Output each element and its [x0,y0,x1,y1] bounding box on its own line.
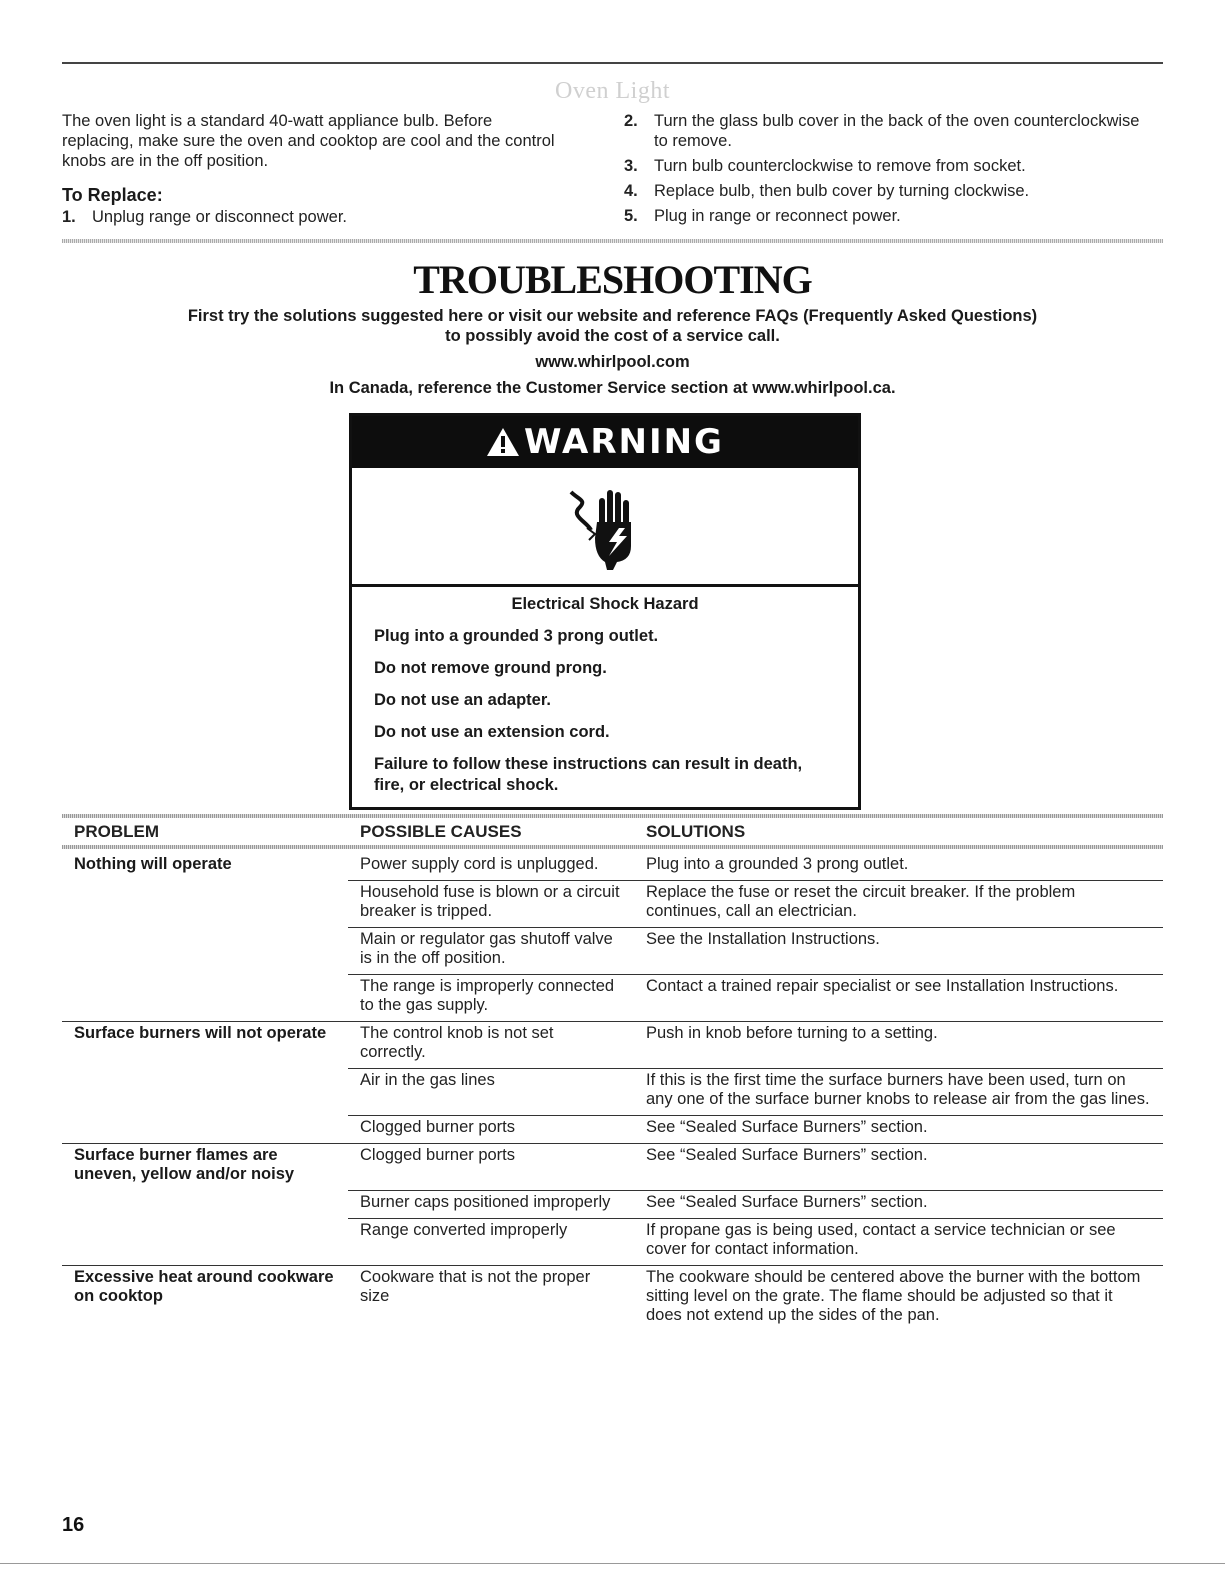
step-number: 2. [624,112,638,130]
section-divider [62,239,1163,243]
cause-cell: Air in the gas lines [348,1069,634,1116]
cause-cell: The control knob is not set correctly. [348,1022,634,1069]
problem-cell [62,1218,348,1265]
step-5 [624,206,1144,226]
step-text: Replace bulb, then bulb cover by turning clockwise. [654,182,1030,200]
table-row [62,881,1163,928]
solution-cell: See the Installation Instructions. [634,928,1163,975]
table-row [62,1218,1163,1265]
warning-triangle-icon [486,426,520,458]
canada-note: In Canada, reference the Customer Service section at www.whirlpool.ca. [329,379,896,397]
warning-header [352,416,858,468]
cause-cell: The range is improperly connected to the gas supply. [348,975,634,1022]
solution-cell: If this is the first time the surface burners have been used, turn on any one of the surface burner knobs to release air from the gas lines. [634,1069,1163,1116]
header-causes: POSSIBLE CAUSES [360,822,522,841]
cause-cell: Clogged burner ports [348,1116,634,1144]
troubleshooting-table [62,817,1163,1331]
header-solutions: SOLUTIONS [646,822,746,841]
electric-shock-hand-icon [557,478,653,574]
solution-cell: See “Sealed Surface Burners” section. [634,1190,1163,1218]
solution-cell: Contact a trained repair specialist or see Installation Instructions. [634,975,1163,1022]
problem-cell [62,1069,348,1116]
cause-cell: Clogged burner ports [348,1144,634,1191]
solution-cell: See “Sealed Surface Burners” section. [634,1116,1163,1144]
cause-cell: Cookware that is not the proper size [348,1265,634,1331]
table-row [62,975,1163,1022]
problem-cell [62,928,348,975]
cause-cell: Main or regulator gas shutoff valve is in the off position. [348,928,634,975]
step-number: 3. [624,157,638,175]
warning-line: Plug into a grounded 3 prong outlet. [374,627,659,645]
solution-cell: Plug into a grounded 3 prong outlet. [646,855,909,873]
warning-line: Do not use an extension cord. [374,723,610,741]
table-row [62,847,1163,881]
solution-cell: Push in knob before turning to a setting. [634,1022,1163,1069]
step-number: 1. [62,208,76,226]
hazard-title: Electrical Shock Hazard [511,595,699,613]
oven-light-title: Oven Light [555,78,670,104]
step-number: 4. [624,182,638,200]
header-problem: PROBLEM [74,822,159,841]
cause-cell: Household fuse is blown or a circuit breaker is tripped. [348,881,634,928]
table-row [62,1116,1163,1144]
table-row [62,928,1163,975]
page-number: 16 [62,1514,85,1536]
solution-cell: See “Sealed Surface Burners” section. [634,1144,1163,1191]
troubleshooting-intro-2: to possibly avoid the cost of a service call. [445,327,780,345]
oven-light-right-column [624,111,1144,231]
step-text: Unplug range or disconnect power. [92,208,347,226]
problem-cell: Surface burners will not operate [62,1022,348,1069]
warning-body [352,587,858,796]
problem-cell: Surface burner flames are uneven, yellow and/or noisy [62,1144,348,1191]
warning-line: Do not remove ground prong. [374,659,607,677]
warning-box [349,413,861,810]
table-row [62,1144,1163,1191]
oven-light-left-column [62,111,562,227]
warning-line: Do not use an adapter. [374,691,551,709]
cause-cell: Power supply cord is unplugged. [360,855,599,873]
troubleshooting-title: TROUBLESHOOTING [413,257,812,302]
problem-cell [62,1190,348,1218]
step-text: Turn the glass bulb cover in the back of the oven counterclockwise to remove. [654,112,1140,150]
website-link[interactable]: www.whirlpool.com [535,353,690,371]
problem-cell: Nothing will operate [74,855,232,873]
step-text: Plug in range or reconnect power. [654,207,901,225]
problem-cell [62,881,348,928]
bottom-rule [0,1563,1225,1564]
solution-cell: Replace the fuse or reset the circuit breaker. If the problem continues, call an electrician. [634,881,1163,928]
table-header-row [62,817,1163,847]
step-1 [62,207,562,227]
step-number: 5. [624,207,638,225]
solution-cell: If propane gas is being used, contact a service technician or see cover for contact information. [634,1218,1163,1265]
table-row [62,1265,1163,1331]
troubleshooting-intro-1: First try the solutions suggested here or visit our website and reference FAQs (Frequently Asked Questions) [187,307,1038,325]
step-text: Turn bulb counterclockwise to remove from socket. [654,157,1026,175]
oven-light-intro: The oven light is a standard 40-watt appliance bulb. Before replacing, make sure the oven and cooktop are cool and the control knobs are in the off position. [62,112,555,170]
shock-icon-area [352,468,858,587]
step-4 [624,181,1144,201]
cause-cell: Burner caps positioned improperly [348,1190,634,1218]
step-3 [624,156,1144,176]
warning-line: Failure to follow these instructions can result in death, fire, or electrical shock. [374,755,803,794]
problem-cell [62,975,348,1022]
table-row [62,1190,1163,1218]
table-row [62,1022,1163,1069]
top-rule [62,62,1163,64]
problem-cell [62,1116,348,1144]
to-replace-heading: To Replace: [62,185,163,205]
solution-cell: The cookware should be centered above the burner with the bottom sitting level on the grate. The flame should be adjusted so that it does not extend up the sides of the pan. [634,1265,1163,1331]
table-row [62,1069,1163,1116]
warning-label: WARNING [524,422,724,462]
problem-cell: Excessive heat around cookware on cooktop [62,1265,348,1331]
step-2 [624,111,1144,151]
cause-cell: Range converted improperly [348,1218,634,1265]
